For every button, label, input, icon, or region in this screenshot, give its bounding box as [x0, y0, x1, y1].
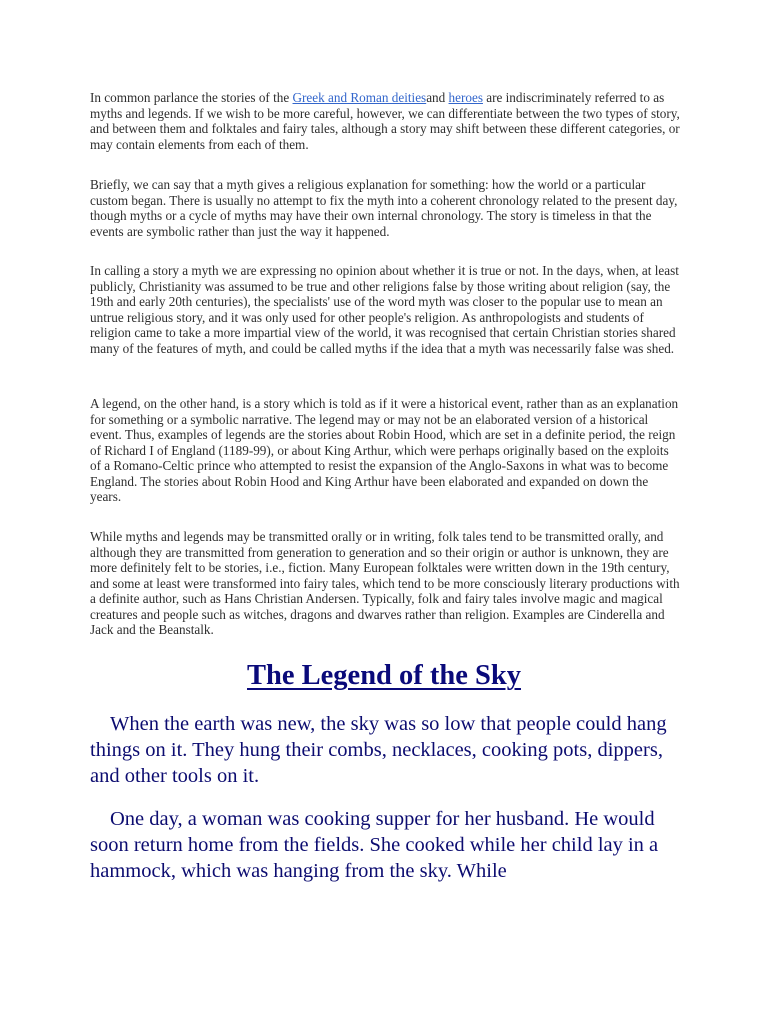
intro-paragraph-4: A legend, on the other hand, is a story which is told as if it were a historical event, rather than as an explanation for something or a symbolic narrative. The legend may or may not be an elaborated version of a historical event. Thus, examples of legends are the stories about Robin Hood, which are set in a definite period, the reign of Richard I of England (1189-99), or about King Arthur, which were perhaps originally based on the exploits of a Romano-Celtic prince who attempted to resist the expansion of the Anglo-Saxons in what was to become England. The stories about Robin Hood and King Arthur have been elaborated and expanded on down the years.: [90, 396, 679, 504]
intro-p1-before: In common parlance the stories of the: [90, 90, 293, 105]
intro-paragraph-1: [90, 90, 680, 152]
heroes-link[interactable]: heroes: [448, 90, 483, 105]
story-paragraph-1: When the earth was new, the sky was so low that people could hang things on it. They hung their combs, necklaces, cooking pots, dippers, and other tools on it.: [90, 713, 667, 787]
intro-paragraph-3: In calling a story a myth we are expressing no opinion about whether it is true or not. In the days, when, at least publicly, Christianity was assumed to be true and other religions false by those writing about religion (say, the 19th and early 20th centuries), the specialists' use of the word myth was closer to the popular use to mean an untrue religious story, and it was only used for other people's religion. As anthropologists and students of religion came to take a more impartial view of the world, it was recognised that certain Christian stories shared many of the features of myth, and could be called myths if the idea that a myth was necessarily false was shed.: [90, 263, 679, 356]
intro-p1-after: are indiscriminately referred to as myths and legends. If we wish to be more careful, however, we can differentiate between the two types of story, and between them and folktales and fairy tales, although a story may shift between these different categories, or may contain elements from each of them.: [90, 90, 680, 152]
story-paragraph-2: One day, a woman was cooking supper for her husband. He would soon return home from the fields. She cooked while her child lay in a hammock, which was hanging from the sky. While: [90, 808, 659, 882]
intro-paragraph-2: Briefly, we can say that a myth gives a religious explanation for something: how the world or a particular custom began. There is usually no attempt to fix the myth into a coherent chronology related to the present day, though myths or a cycle of myths may have their own internal chronology. The story is timeless in that the events are symbolic rather than just the way it happened.: [90, 177, 678, 239]
greek-roman-deities-link[interactable]: Greek and Roman deities: [292, 90, 427, 105]
story-title-text: The Legend of the Sky: [247, 660, 521, 691]
intro-p1-between: and: [426, 90, 449, 105]
story-title: [0, 658, 768, 694]
intro-paragraph-5: While myths and legends may be transmitted orally or in writing, folk tales tend to be transmitted orally, and although they are transmitted from generation to generation and so their origin or author is unknown, they are more definitely felt to be stories, i.e., fiction. Many European folktales were written down in the 19th century, and some at least were transformed into fairy tales, which tend to be more consciously literary productions with a definite author, such as Hans Christian Andersen. Typically, folk and fairy tales involve magic and magical creatures and people such as witches, dragons and dwarves rather than religion. Examples are Cinderella and Jack and the Beanstalk.: [90, 529, 680, 637]
